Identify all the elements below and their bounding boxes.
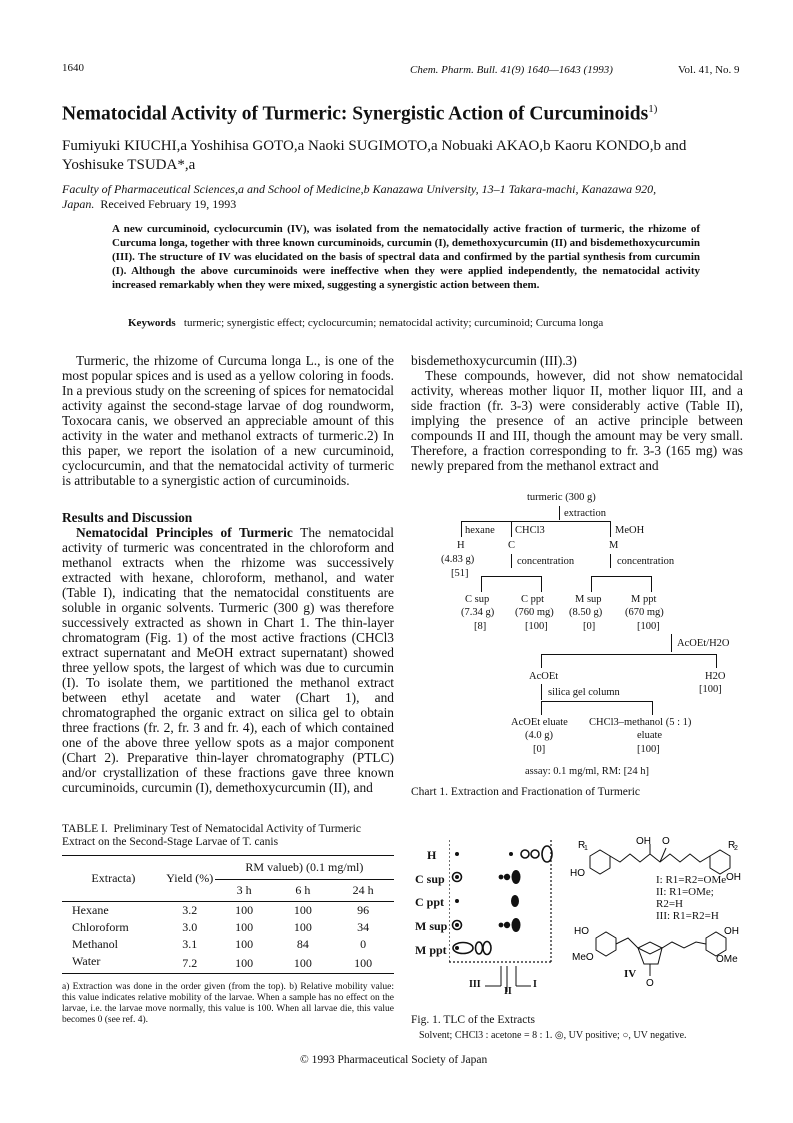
results-paragraph: [62, 525, 394, 795]
table-cell: 84: [296, 937, 309, 951]
table-row: [62, 953, 394, 974]
chart1-cppt-amount: (760 mg): [515, 607, 554, 618]
right-column: [411, 353, 743, 473]
tlc-row-h: H: [427, 848, 437, 862]
table1: [62, 823, 394, 1026]
chart1-csup-rm: [8]: [474, 621, 487, 632]
keywords-label: Keywords: [128, 317, 176, 329]
svg-text:R: R: [578, 840, 586, 851]
abstract: A new curcuminoid, cyclocurcumin (IV), was isolated from the nematocidally active fraction of turmeric, the rhizome of Curcuma longa, together with three known curcuminoids, curcumin (I), demethoxycurcumin (II) and bisdemethoxycurcumin (III). The structure of IV was elucidated on the basis of spectral data and confirmed by the partial synthesis from curcumin (I). Although the above curcuminoids were ineffective when they were applied independently, the nematocidal activity increased remarkably when they were mixed, suggesting a synergistic action between them.: [112, 223, 700, 291]
structure-legend: [656, 874, 743, 922]
tlc-row-msup: M sup: [415, 919, 448, 933]
chart1-partition: AcOEt/H2O: [677, 638, 730, 649]
chart1-mppt-amount: (670 mg): [625, 607, 664, 618]
chart1-h-amount: (4.83 g): [441, 554, 475, 565]
tlc-row-csup: C sup: [415, 872, 445, 886]
table1-col-6h: 6 h: [274, 880, 333, 902]
table-cell: 7.2: [182, 955, 198, 970]
struct-I-label: I: R1=R2=OMe: [656, 874, 727, 886]
table-cell: Hexane: [72, 903, 109, 917]
table-cell: 100: [293, 955, 312, 970]
left-column: [62, 353, 394, 795]
chart1-msup-amount: (8.50 g): [569, 607, 603, 618]
received-date: Received February 19, 1993: [100, 196, 237, 211]
table-cell: 3.1: [182, 937, 198, 951]
struct-III-label: III: R1=R2=H: [656, 910, 719, 922]
keywords-text: turmeric; synergistic effect; cyclocurcumin; nematocidal activity; curcuminoid; Curcuma longa: [183, 317, 604, 329]
table1-col-rm: RM valueb) (0.1 mg/ml): [215, 856, 394, 880]
table-cell: 100: [235, 920, 254, 934]
results-text: The nematocidal activity of turmeric was concentrated in the chloroform and methanol extracts when the rhizome was successively extracted with hexane, chloroform, methanol, and water (Table I), indicating that the nematocidal constituents are soluble in organic solvents. Turmeric (300 g) was therefore successively extracted as shown in Chart 1. The thin-layer chromatogram (Fig. 1) of the most active fractions (CHCl3 extract supernatant and MeOH extract supernatant) showed three yellow spots, the largest of which was due to curcumin (I). To isolate them, we partitioned the methanol extract between ethyl acetate and water (Chart 1), and chromatographed the organic extract on silica gel to obtain three fractions (fr. 2, fr. 3 and fr. 4), each of which contained one of the above three yellow spots as a major component (Chart 2). Preparative thin-layer chromatography (PTLC) and/or crystallization of these fractions gave three known curcuminoids, curcumin (I), demethoxycurcumin (II), and: [62, 525, 394, 795]
activity-paragraph: These compounds, however, did not show nematocidal activity, whereas mother liquor II, mother liquor III, and a side fraction (fr. 3-3) were considerably active (Table II), implying the presence of an active principle between compounds II and III, though the amount may be very small. Therefore, a fraction corresponding to fr. 3-3 (165 mg) was newly prepared from the methanol extract and: [411, 368, 743, 473]
chart1-acoet: AcOEt: [529, 671, 559, 682]
table1-col-3h: 3 h: [215, 880, 274, 902]
chart1-msup-rm: [0]: [583, 621, 596, 632]
struct-IV-label: IV: [624, 968, 637, 980]
chart1-acoet-amount: (4.0 g): [525, 730, 553, 741]
chart1-h2o-rm: [100]: [699, 684, 722, 695]
table1-label: TABLE I.: [62, 823, 108, 835]
table-cell: 3.2: [182, 903, 198, 917]
table-cell: 100: [235, 955, 254, 970]
svg-text:O: O: [662, 836, 670, 847]
svg-text:HO: HO: [574, 926, 589, 937]
table-cell: 100: [354, 955, 373, 970]
table-cell: 100: [235, 903, 254, 917]
struct-II-label: II: R1=OMe; R2=H: [656, 886, 714, 910]
chart1-assay: assay: 0.1 mg/ml, RM: [24 h]: [525, 766, 649, 777]
chart1-h2o: H2O: [705, 671, 726, 682]
compound-continuation: bisdemethoxycurcumin (III).3): [411, 353, 577, 368]
chart1-chcl3: CHCl3: [515, 525, 545, 536]
fig1-tlc: [411, 836, 743, 1066]
table-row: [62, 936, 394, 953]
svg-text:1: 1: [584, 845, 588, 852]
chart1-silica: silica gel column: [548, 687, 620, 698]
chart1-C: C: [508, 540, 516, 551]
table1-col-extract: Extracta): [62, 856, 165, 902]
chart1-csup-amount: (7.34 g): [461, 607, 495, 618]
section-heading: Results and Discussion: [62, 510, 193, 525]
chart1-hexane: hexane: [465, 525, 495, 536]
chart1-acoet-eluate: AcOEt eluate: [511, 717, 568, 728]
svg-text:R: R: [728, 840, 736, 851]
chart1-H: H: [457, 540, 465, 551]
chart1-acoet-rm: [0]: [533, 744, 546, 755]
chart1-chcl3-methanol: CHCl3–methanol (5 : 1): [589, 717, 692, 728]
tlc-label-II: II: [504, 986, 512, 997]
tlc-label-I: I: [533, 979, 537, 990]
svg-text:OMe: OMe: [716, 954, 738, 965]
intro-paragraph: Turmeric, the rhizome of Curcuma longa L., is one of the most popular spices and is used as a yellow coloring in foods. In a previous study on the screening of spices for nematocidal activity against the second-stage larvae of dog roundworm, Toxocara canis, we observed an appreciable amount of this activity in the water and methanol extracts of turmeric.2) In this paper, we report the isolation of a new curcuminoid, cyclocurcumin, and that the nematocidal activity of turmeric is attributable to a synergistic action of curcuminoids.: [62, 353, 394, 488]
svg-text:OH: OH: [726, 872, 741, 883]
fig1-caption: Fig. 1. TLC of the Extracts: [411, 1014, 536, 1026]
tlc-row-mppt: M ppt: [415, 943, 447, 957]
table1-grid: [62, 855, 394, 974]
table-cell: 3.0: [182, 920, 198, 934]
table-cell: 34: [357, 920, 370, 934]
table-row: [62, 919, 394, 936]
chart1-extraction-scheme: [411, 488, 743, 828]
chart1-eluate-rm: [100]: [637, 744, 660, 755]
article-title: [62, 103, 657, 126]
svg-text:OH: OH: [724, 926, 739, 937]
page-number: 1640: [62, 62, 84, 74]
subsection-heading: Nematocidal Principles of Turmeric: [76, 525, 293, 540]
chart1-concentration-c: concentration: [517, 556, 575, 567]
chart1-csup: C sup: [465, 594, 490, 605]
chart1-cppt-rm: [100]: [525, 621, 548, 632]
table1-col-24h: 24 h: [332, 880, 394, 902]
chart1-eluate: eluate: [637, 730, 663, 741]
copyright: © 1993 Pharmaceutical Society of Japan: [300, 1054, 488, 1066]
journal-citation: Chem. Pharm. Bull. 41(9) 1640—1643 (1993): [410, 64, 613, 76]
table-row: [62, 902, 394, 920]
affiliation: [62, 182, 742, 211]
table-cell: 100: [293, 920, 312, 934]
chart1-mppt-rm: [100]: [637, 621, 660, 632]
table1-col-yield: Yield (%): [165, 856, 215, 902]
affiliation-text: Faculty of Pharmaceutical Sciences,a and School of Medicine,b Kanazawa University, 13–1 Takara-machi, Kanazawa 920, Japan.: [62, 182, 657, 211]
chart1-M: M: [609, 540, 619, 551]
table-cell: 100: [235, 937, 254, 951]
chart1-meoh: MeOH: [615, 525, 645, 536]
chart1-extraction: extraction: [564, 508, 606, 519]
svg-text:MeO: MeO: [572, 952, 594, 963]
chart1-concentration-m: concentration: [617, 556, 675, 567]
volume-info: Vol. 41, No. 9: [678, 64, 740, 76]
chart1-caption: Chart 1. Extraction and Fractionation of Turmeric: [411, 786, 640, 798]
chart1-msup: M sup: [575, 594, 602, 605]
table-cell: Water: [72, 954, 101, 968]
svg-text:O: O: [646, 978, 654, 989]
tlc-row-cppt: C ppt: [415, 895, 445, 909]
title-footnote-ref: 1): [648, 103, 658, 115]
chart1-mppt: M ppt: [631, 594, 657, 605]
table-cell: 0: [360, 937, 367, 951]
chart1-h-rm: [51]: [451, 568, 469, 579]
table1-caption: [62, 823, 394, 849]
table-cell: 96: [357, 903, 370, 917]
chart1-start: turmeric (300 g): [527, 492, 596, 503]
table-cell: 100: [293, 903, 312, 917]
author-list: Fumiyuki KIUCHI,a Yoshihisa GOTO,a Naoki SUGIMOTO,a Nobuaki AKAO,b Kaoru KONDO,b and Yoshisuke TSUDA*,a: [62, 138, 687, 173]
chart1-cppt: C ppt: [521, 594, 545, 605]
table-cell: Methanol: [72, 937, 118, 951]
svg-text:HO: HO: [570, 868, 585, 879]
table-cell: Chloroform: [72, 920, 129, 934]
table1-footnote: a) Extraction was done in the order given (from the top). b) Relative mobility value: this value indicates relative mobility of the larvae. When a sample has no effect on the larvae, i.e. the larvae move normally, this value is 100. When all larvae die, this value becomes 0 (see ref. 4).: [62, 982, 394, 1025]
tlc-plate-svg: [449, 840, 559, 1008]
table1-title: Preliminary Test of Nematocidal Activity of Turmeric Extract on the Second-Stage Larvae of T. canis: [62, 823, 361, 848]
keywords: [128, 317, 718, 329]
svg-text:2: 2: [734, 845, 738, 852]
fig1-solvent: Solvent; CHCl3 : acetone = 8 : 1. ◎, UV positive; ○, UV negative.: [419, 1030, 687, 1041]
tlc-label-III: III: [469, 979, 481, 990]
title-text: Nematocidal Activity of Turmeric: Synergistic Action of Curcuminoids: [62, 103, 649, 125]
svg-text:OH: OH: [636, 836, 651, 847]
